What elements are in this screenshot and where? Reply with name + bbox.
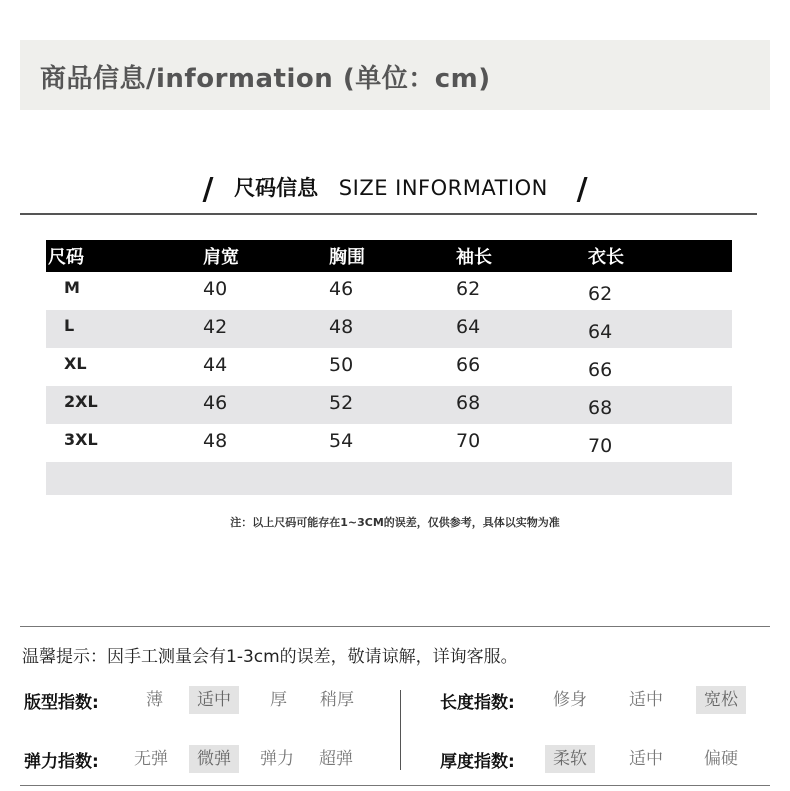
title-divider xyxy=(20,213,757,215)
length-option-loose: 宽松 xyxy=(696,686,746,714)
fit-option-medium: 适中 xyxy=(189,686,239,714)
cell-shoulder: 40 xyxy=(203,278,228,300)
title-slash-left: / xyxy=(202,172,214,207)
table-row xyxy=(46,272,732,310)
cell-size: M xyxy=(64,278,80,297)
table-header-row xyxy=(46,240,732,272)
cell-chest: 48 xyxy=(329,316,354,338)
cell-sleeve: 62 xyxy=(456,278,481,300)
fit-option-slightly-thick: 稍厚 xyxy=(320,690,354,710)
header-shoulder: 肩宽 xyxy=(203,247,239,268)
fit-option-thin: 薄 xyxy=(146,690,163,710)
elastic-option-slight: 微弹 xyxy=(189,745,239,773)
cell-sleeve: 70 xyxy=(456,430,481,452)
cell-shoulder: 48 xyxy=(203,430,228,452)
elastic-index xyxy=(0,745,400,773)
cell-sleeve: 68 xyxy=(456,392,481,414)
header-title: 商品信息/information (单位：cm) xyxy=(40,64,491,94)
header-sleeve: 袖长 xyxy=(456,247,492,268)
header-length: 衣长 xyxy=(588,247,624,268)
cell-size: 2XL xyxy=(64,392,98,411)
cell-length: 62 xyxy=(588,283,613,305)
cell-size: L xyxy=(64,316,75,335)
cell-size: XL xyxy=(64,354,87,373)
cell-shoulder: 46 xyxy=(203,392,228,414)
size-note: 注：以上尺码可能存在1~3CM的误差，仅供参考，具体以实物为准 xyxy=(230,516,560,529)
size-table xyxy=(46,240,732,495)
bottom-divider-top xyxy=(20,626,770,627)
cell-shoulder: 42 xyxy=(203,316,228,338)
size-title-en: SIZE INFORMATION xyxy=(338,176,548,200)
measurement-tip: 温馨提示：因手工测量会有1-3cm的误差，敬请谅解，详询客服。 xyxy=(22,647,518,667)
cell-length: 68 xyxy=(588,397,613,419)
length-option-slim: 修身 xyxy=(553,690,587,710)
cell-chest: 52 xyxy=(329,392,354,414)
cell-size: 3XL xyxy=(64,430,98,449)
cell-length: 66 xyxy=(588,359,613,381)
table-row xyxy=(46,424,732,462)
table-row xyxy=(46,386,732,424)
fit-index-label: 版型指数: xyxy=(24,693,99,713)
title-slash-right: / xyxy=(576,172,588,207)
length-index-label: 长度指数: xyxy=(440,693,515,713)
cell-length: 64 xyxy=(588,321,613,343)
thickness-option-medium: 适中 xyxy=(629,749,663,769)
table-row xyxy=(46,310,732,348)
header-bar xyxy=(20,40,770,110)
size-title-cn: 尺码信息 xyxy=(234,176,319,200)
cell-chest: 46 xyxy=(329,278,354,300)
thickness-index xyxy=(400,745,790,773)
thickness-index-label: 厚度指数: xyxy=(440,752,515,772)
cell-chest: 54 xyxy=(329,430,354,452)
cell-chest: 50 xyxy=(329,354,354,376)
table-row-empty xyxy=(46,462,732,495)
length-option-medium: 适中 xyxy=(629,690,663,710)
elastic-index-label: 弹力指数: xyxy=(24,752,99,772)
cell-shoulder: 44 xyxy=(203,354,228,376)
thickness-option-hard: 偏硬 xyxy=(704,749,738,769)
elastic-option-none: 无弹 xyxy=(134,749,168,769)
elastic-option-elastic: 弹力 xyxy=(260,749,294,769)
elastic-option-super: 超弹 xyxy=(319,749,353,769)
fit-option-thick: 厚 xyxy=(270,690,287,710)
header-size: 尺码 xyxy=(48,247,84,268)
bottom-divider-bottom xyxy=(20,785,770,786)
table-row xyxy=(46,348,732,386)
fit-index xyxy=(0,686,400,714)
length-index xyxy=(400,686,790,714)
cell-sleeve: 66 xyxy=(456,354,481,376)
size-section-title xyxy=(0,172,790,207)
cell-sleeve: 64 xyxy=(456,316,481,338)
header-chest: 胸围 xyxy=(329,247,365,268)
cell-length: 70 xyxy=(588,435,613,457)
thickness-option-soft: 柔软 xyxy=(545,745,595,773)
